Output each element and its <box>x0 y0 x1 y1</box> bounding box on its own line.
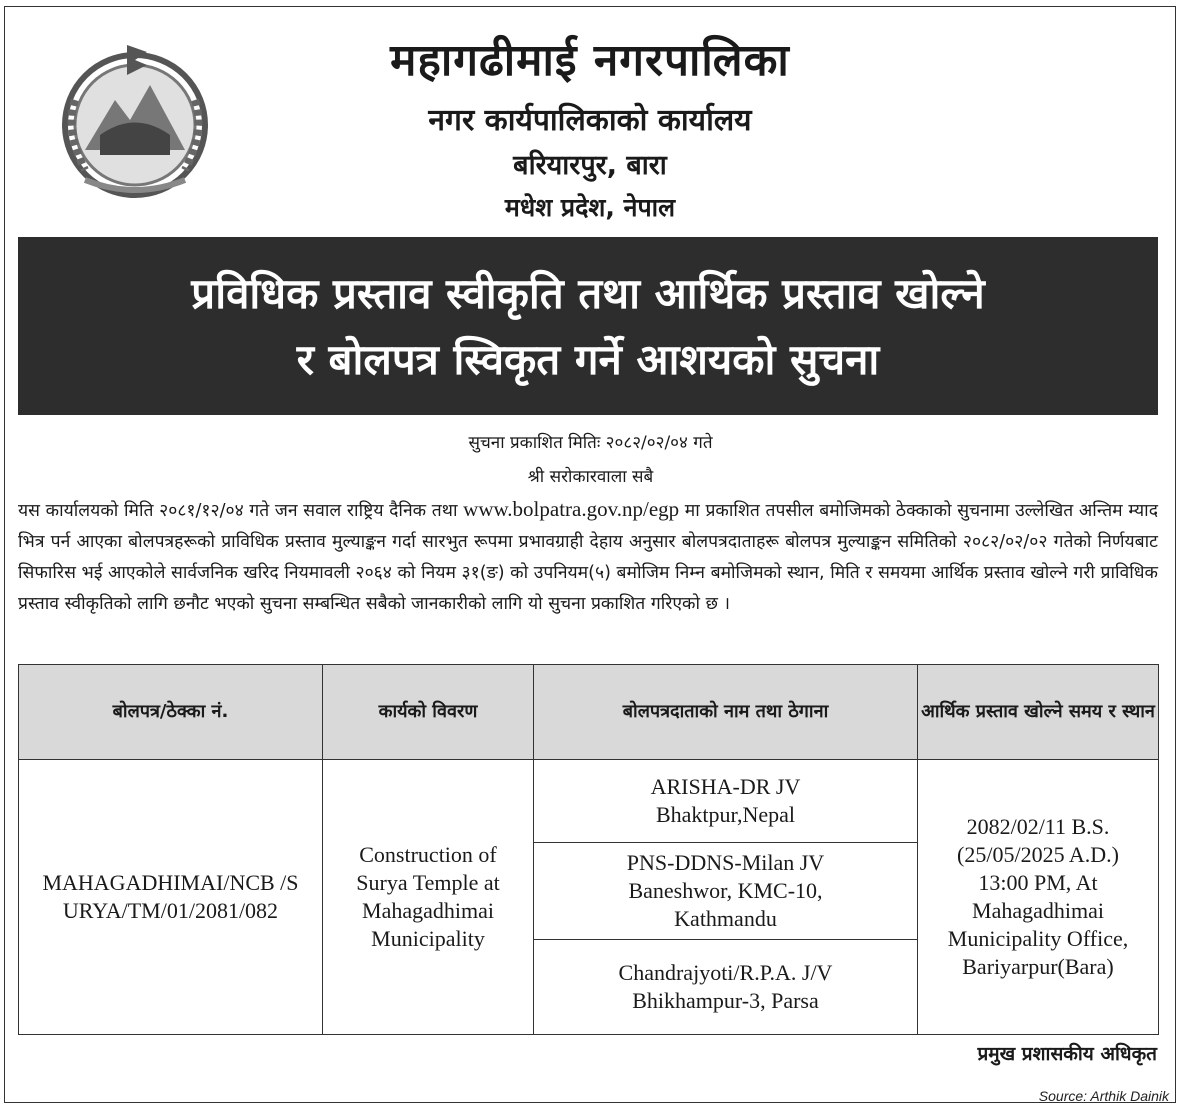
office-province: मधेश प्रदेश, नेपाल <box>504 193 676 222</box>
header-bidder: बोलपत्रदाताको नाम तथा ठेगाना <box>534 665 918 760</box>
notice-title-line2: र बोलपत्र स्विकृत गर्ने आशयको सुचना <box>296 335 880 384</box>
opening-details <box>918 760 1159 1035</box>
notice-body-part1: यस कार्यालयको मिति २०८१/१२/०४ गते जन सवाल राष्ट्रिय दैनिक तथा <box>18 501 458 521</box>
office-name: नगर कार्यपालिकाको कार्यालय <box>428 103 752 138</box>
notice-body <box>18 494 1158 620</box>
bidder-address: Bhikhampur-3, Parsa <box>632 988 819 1013</box>
table-row <box>19 760 1159 843</box>
nepal-emblem-icon <box>55 40 215 200</box>
notice-body-part2: मा प्रकाशित तपसील बमोजिमको ठेक्काको सुचनामा उल्लेखित अन्तिम म्याद भित्र पर्न आएका बोलपत्रहरूको प्राविधिक प्रस्ताव मुल्याङ्कन गर्दा सारभुत रूपमा प्रभावग्राही देहाय अनुसार बोलपत्रदाताहरू बोलपत्र मुल्याङ्कन समितिको २०८२/०२/०२ गतेको निर्णयबाट सिफारिस भई आएकोले सार्वजनिक खरिद नियमावली २०६४ को नियम ३१(ङ) को उपनियम(५) बमोजिम निम्न बमोजिमको स्थान, मिति र समयमा आर्थिक प्रस्ताव खोल्ने गरी प्राविधिक प्रस्ताव स्वीकृतिको लागि छनौट भएको सुचना सम्बन्धित सबैको जानकारीको लागि यो सुचना प्रकाशित गरिएको छ । <box>18 501 1158 614</box>
table-header-row <box>19 665 1159 760</box>
office-location: बरियारपुर, बारा <box>513 150 667 181</box>
municipality-name: महागढीमाई नगरपालिका <box>390 35 790 86</box>
signatory-title: प्रमुख प्रशासकीय अधिकृत <box>977 1043 1157 1065</box>
bolpatra-link[interactable]: www.bolpatra.gov.np/egp <box>463 497 680 521</box>
bidder-address: Bhaktpur,Nepal <box>655 802 796 827</box>
contract-number-text: MAHAGADHIMAI/NCB /SURYA/TM/01/2081/082 <box>42 870 299 923</box>
bidder-name: ARISHA-DR JV <box>650 774 801 799</box>
bidder-address: Baneshwor, KMC-10, Kathmandu <box>628 878 823 931</box>
bidder-cell <box>534 843 918 940</box>
opening-details-text: 2082/02/11 B.S. (25/05/2025 A.D.) 13:00 PM, At Mahagadhimai Municipality Office, Bariyarpur(Bara) <box>947 814 1129 979</box>
bidder-cell <box>534 760 918 843</box>
contract-number <box>19 760 323 1035</box>
work-description <box>323 760 534 1035</box>
addressee: श्री सरोकारवाला सबै <box>527 467 654 487</box>
header-description: कार्यको विवरण <box>323 665 534 760</box>
notice-title-banner <box>18 237 1158 415</box>
bidder-name: PNS-DDNS-Milan JV <box>626 850 825 875</box>
bidder-cell <box>534 940 918 1035</box>
bid-table <box>18 664 1159 1035</box>
work-description-text: Construction of Surya Temple at Mahagadhimai Municipality <box>356 842 500 951</box>
notice-title-line1: प्रविधिक प्रस्ताव स्वीकृति तथा आर्थिक प्रस्ताव खोल्ने <box>191 269 985 318</box>
source-credit: Source: Arthik Dainik <box>1038 1088 1169 1104</box>
header-opening: आर्थिक प्रस्ताव खोल्ने समय र स्थान <box>918 665 1159 760</box>
header-contract-no: बोलपत्र/ठेक्का नं. <box>19 665 323 760</box>
published-date: सुचना प्रकाशित मितिः २०८२/०२/०४ गते <box>468 433 713 453</box>
bidder-name: Chandrajyoti/R.P.A. J/V <box>618 960 833 985</box>
